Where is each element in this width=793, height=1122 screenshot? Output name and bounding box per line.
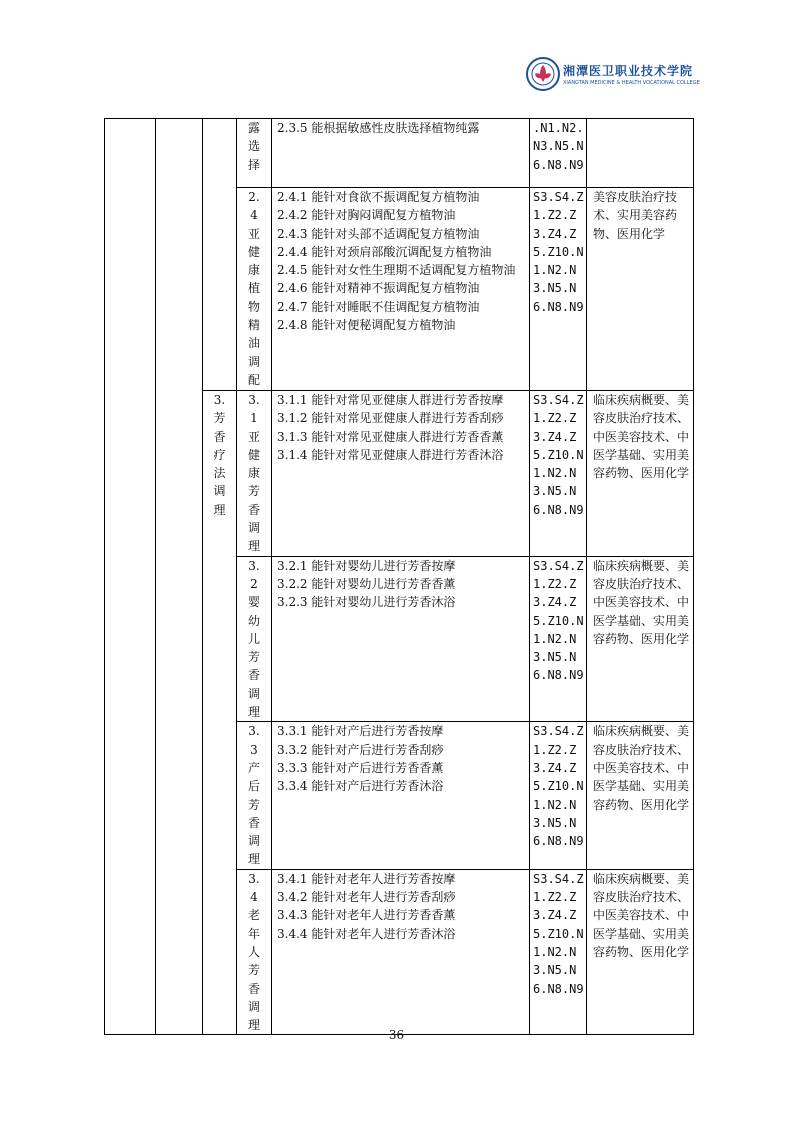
sub-task-label: 露选择 xyxy=(237,119,272,188)
table-row xyxy=(105,119,694,188)
sub-task-label: 3.2婴幼儿芳香调理 xyxy=(237,556,272,722)
standard-item: 2.4.7 能针对睡眠不佳调配复方植物油 xyxy=(277,299,480,314)
courses-cell: 美容皮肤治疗技术、实用美容药物、医用化学 xyxy=(587,188,694,391)
sub-task-label: 3.3产后芳香调理 xyxy=(237,722,272,869)
logo-title: 湘潭医卫职业技术学院 xyxy=(563,64,694,78)
task-label: 3.芳香疗法调理 xyxy=(203,391,237,1035)
standard-item: 3.3.3 能针对产后进行芳香香薰 xyxy=(277,760,444,775)
college-logo xyxy=(525,50,700,100)
standard-item: 3.3.4 能针对产后进行芳香沐浴 xyxy=(277,779,444,794)
standard-item: 2.4.2 能针对胸闷调配复方植物油 xyxy=(277,208,456,223)
codes-cell: S3.S4.Z1.Z2.Z3.Z4.Z5.Z10.N1.N2.N3.N5.N6.N8.N9 xyxy=(530,869,587,1035)
standards-cell xyxy=(272,556,530,722)
standard-item: 3.1.2 能针对常见亚健康人群进行芳香刮痧 xyxy=(277,411,504,426)
standard-item: 2.4.6 能针对精神不振调配复方植物油 xyxy=(277,281,480,296)
standard-item: 2.4.4 能针对颈肩部酸沉调配复方植物油 xyxy=(277,244,492,259)
courses-cell: 临床疾病概要、美容皮肤治疗技术、中医美容技术、中医学基础、实用美容药物、医用化学 xyxy=(587,556,694,722)
standard-item: 3.3.2 能针对产后进行芳香刮痧 xyxy=(277,742,444,757)
standard-item: 3.2.1 能针对婴幼儿进行芳香按摩 xyxy=(277,558,456,573)
standards-cell xyxy=(272,119,530,188)
codes-cell: S3.S4.Z1.Z2.Z3.Z4.Z5.Z10.N1.N2.N3.N5.N6.N8.N9 xyxy=(530,391,587,557)
curriculum-table xyxy=(104,118,694,1035)
standard-item: 3.1.4 能针对常见亚健康人群进行芳香沐浴 xyxy=(277,447,504,462)
logo-subtitle: XIANGTAN MEDICINE & HEALTH VOCATIONAL COLLEGE xyxy=(563,80,700,86)
courses-cell: 临床疾病概要、美容皮肤治疗技术、中医美容技术、中医学基础、实用美容药物、医用化学 xyxy=(587,391,694,557)
standard-item: 3.2.2 能针对婴幼儿进行芳香香薰 xyxy=(277,576,456,591)
standards-cell xyxy=(272,869,530,1035)
sub-task-label: 3.1亚健康芳香调理 xyxy=(237,391,272,557)
codes-cell: S3.S4.Z1.Z2.Z3.Z4.Z5.Z10.N1.N2.N3.N5.N6.N8.N9 xyxy=(530,722,587,869)
standard-item: 3.2.3 能针对婴幼儿进行芳香沐浴 xyxy=(277,595,456,610)
standard-item: 3.4.1 能针对老年人进行芳香按摩 xyxy=(277,871,456,886)
standards-cell xyxy=(272,722,530,869)
sub-task-label: 3.4老年人芳香调理 xyxy=(237,869,272,1035)
empty-cell xyxy=(156,119,203,1035)
page-number: 36 xyxy=(388,1028,405,1042)
standard-item: 2.4.3 能针对头部不适调配复方植物油 xyxy=(277,226,480,241)
college-emblem-icon xyxy=(525,54,561,94)
standard-item: 3.4.2 能针对老年人进行芳香刮痧 xyxy=(277,890,456,905)
courses-cell: 临床疾病概要、美容皮肤治疗技术、中医美容技术、中医学基础、实用美容药物、医用化学 xyxy=(587,722,694,869)
standards-cell xyxy=(272,391,530,557)
courses-cell: 临床疾病概要、美容皮肤治疗技术、中医美容技术、中医学基础、实用美容药物、医用化学 xyxy=(587,869,694,1035)
standard-item: 2.4.8 能针对便秘调配复方植物油 xyxy=(277,318,456,333)
codes-cell: S3.S4.Z1.Z2.Z3.Z4.Z5.Z10.N1.N2.N3.N5.N6.N8.N9 xyxy=(530,188,587,391)
courses-cell xyxy=(587,119,694,188)
standards-cell xyxy=(272,188,530,391)
codes-cell: S3.S4.Z1.Z2.Z3.Z4.Z5.Z10.N1.N2.N3.N5.N6.N8.N9 xyxy=(530,556,587,722)
sub-task-label: 2.4亚健康植物精油调配 xyxy=(237,188,272,391)
empty-cell xyxy=(105,119,156,1035)
standard-item: 3.3.1 能针对产后进行芳香按摩 xyxy=(277,724,444,739)
standard-item: 2.4.5 能针对女性生理期不适调配复方植物油 xyxy=(277,263,516,278)
standard-item: 2.4.1 能针对食欲不振调配复方植物油 xyxy=(277,190,480,204)
codes-cell: .N1.N2.N3.N5.N6.N8.N9 xyxy=(530,119,587,188)
standard-item: 3.1.1 能针对常见亚健康人群进行芳香按摩 xyxy=(277,393,504,407)
standard-item: 3.4.3 能针对老年人进行芳香香薰 xyxy=(277,908,456,923)
empty-cell xyxy=(203,119,237,391)
standard-item: 3.4.4 能针对老年人进行芳香沐浴 xyxy=(277,926,456,941)
standard-item: 2.3.5 能根据敏感性皮肤选择植物纯露 xyxy=(277,121,480,135)
standard-item: 3.1.3 能针对常见亚健康人群进行芳香香薰 xyxy=(277,429,504,444)
